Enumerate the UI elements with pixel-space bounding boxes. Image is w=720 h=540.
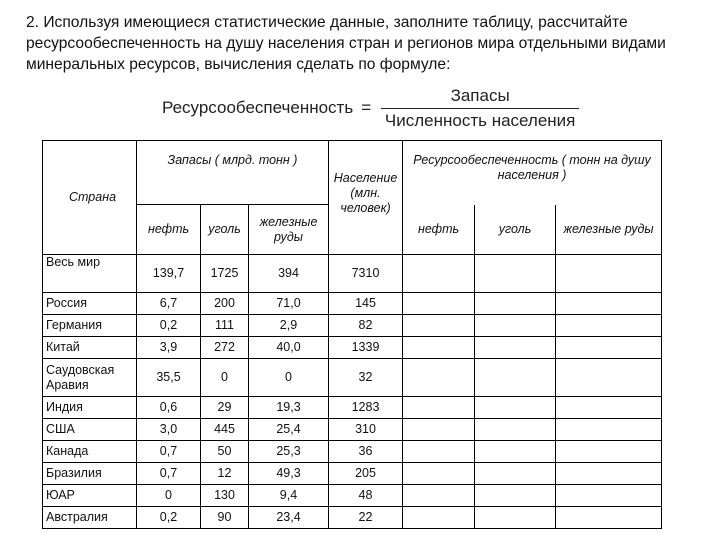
iron-provision-cell[interactable] [556,337,662,359]
coal-provision-cell[interactable] [475,315,556,337]
header-population: Население (млн. человек) [329,141,403,255]
country-cell: Китай [43,337,137,359]
coal-reserve-cell: 29 [201,397,249,419]
table-row [43,255,662,293]
iron-reserve-cell: 394 [249,255,329,293]
coal-provision-cell[interactable] [475,293,556,315]
header-provision: Ресурсообеспеченность ( тонн на душу населения ) [403,141,662,205]
iron-reserve-cell: 19,3 [249,397,329,419]
table-row [43,485,662,507]
coal-reserve-cell: 111 [201,315,249,337]
header-oil-provision: нефть [403,205,475,255]
iron-provision-cell[interactable] [556,463,662,485]
country-cell: Бразилия [43,463,137,485]
iron-provision-cell[interactable] [556,419,662,441]
coal-reserve-cell: 1725 [201,255,249,293]
iron-reserve-cell: 25,4 [249,419,329,441]
oil-provision-cell[interactable] [403,419,475,441]
table-row [43,419,662,441]
iron-reserve-cell: 0 [249,359,329,397]
population-cell: 36 [329,441,403,463]
formula-denominator: Численность населения [384,110,576,130]
population-cell: 1339 [329,337,403,359]
formula-fraction [381,86,579,131]
country-cell: Саудовская Аравия [43,359,137,397]
coal-reserve-cell: 200 [201,293,249,315]
coal-provision-cell[interactable] [475,419,556,441]
oil-reserve-cell: 0,7 [137,441,201,463]
oil-reserve-cell: 3,0 [137,419,201,441]
table-row [43,315,662,337]
table-row [43,397,662,419]
table-row [43,293,662,315]
oil-reserve-cell: 0,6 [137,397,201,419]
iron-reserve-cell: 25,3 [249,441,329,463]
header-oil: нефть [137,205,201,255]
oil-provision-cell[interactable] [403,463,475,485]
oil-reserve-cell: 0,2 [137,507,201,529]
country-cell: Австралия [43,507,137,529]
country-cell: Индия [43,397,137,419]
country-cell: США [43,419,137,441]
iron-reserve-cell: 23,4 [249,507,329,529]
iron-provision-cell[interactable] [556,359,662,397]
iron-reserve-cell: 49,3 [249,463,329,485]
oil-provision-cell[interactable] [403,485,475,507]
table-row [43,359,662,397]
table-row [43,441,662,463]
table-row [43,507,662,529]
coal-provision-cell[interactable] [475,485,556,507]
oil-provision-cell[interactable] [403,315,475,337]
population-cell: 48 [329,485,403,507]
population-cell: 7310 [329,255,403,293]
population-cell: 22 [329,507,403,529]
country-cell: Канада [43,441,137,463]
coal-reserve-cell: 0 [201,359,249,397]
country-cell: Весь мир [43,255,137,293]
task-text: 2. Используя имеющиеся статистические данные, заполните таблицу, рассчитайте ресурсообеспеченность на душу населения стран и регионов мира отдельными видами минеральных ресурсов, вычисления сделать по формуле: [26,14,666,73]
oil-reserve-cell: 0 [137,485,201,507]
coal-provision-cell[interactable] [475,463,556,485]
iron-reserve-cell: 9,4 [249,485,329,507]
country-cell: Россия [43,293,137,315]
iron-provision-cell[interactable] [556,293,662,315]
formula-equals: = [361,98,372,117]
table-row [43,463,662,485]
coal-reserve-cell: 272 [201,337,249,359]
population-cell: 205 [329,463,403,485]
country-cell: Германия [43,315,137,337]
oil-provision-cell[interactable] [403,507,475,529]
coal-provision-cell[interactable] [475,255,556,293]
country-cell: ЮАР [43,485,137,507]
coal-provision-cell[interactable] [475,441,556,463]
formula-numerator: Запасы [450,85,510,105]
oil-provision-cell[interactable] [403,293,475,315]
population-cell: 82 [329,315,403,337]
coal-provision-cell[interactable] [475,359,556,397]
coal-reserve-cell: 130 [201,485,249,507]
population-cell: 310 [329,419,403,441]
header-coal-provision: уголь [475,205,556,255]
coal-provision-cell[interactable] [475,397,556,419]
oil-reserve-cell: 35,5 [137,359,201,397]
population-cell: 1283 [329,397,403,419]
coal-provision-cell[interactable] [475,507,556,529]
oil-provision-cell[interactable] [403,441,475,463]
header-iron-provision: железные руды [556,205,662,255]
oil-provision-cell[interactable] [403,359,475,397]
oil-reserve-cell: 139,7 [137,255,201,293]
header-iron: железные руды [249,205,329,255]
iron-reserve-cell: 2,9 [249,315,329,337]
oil-reserve-cell: 0,2 [137,315,201,337]
iron-provision-cell[interactable] [556,315,662,337]
formula [162,86,579,130]
formula-lhs: Ресурсообеспеченность [162,98,354,117]
oil-provision-cell[interactable] [403,397,475,419]
iron-reserve-cell: 40,0 [249,337,329,359]
iron-provision-cell[interactable] [556,397,662,419]
iron-provision-cell[interactable] [556,485,662,507]
oil-reserve-cell: 3,9 [137,337,201,359]
coal-reserve-cell: 90 [201,507,249,529]
oil-reserve-cell: 6,7 [137,293,201,315]
oil-provision-cell[interactable] [403,255,475,293]
coal-reserve-cell: 445 [201,419,249,441]
population-cell: 145 [329,293,403,315]
iron-provision-cell[interactable] [556,441,662,463]
resource-table [42,140,662,529]
coal-provision-cell[interactable] [475,337,556,359]
oil-reserve-cell: 0,7 [137,463,201,485]
header-country: Страна [43,141,137,255]
iron-provision-cell[interactable] [556,255,662,293]
header-reserves: Запасы ( млрд. тонн ) [137,141,329,205]
header-coal: уголь [201,205,249,255]
coal-reserve-cell: 12 [201,463,249,485]
iron-reserve-cell: 71,0 [249,293,329,315]
table-row [43,337,662,359]
oil-provision-cell[interactable] [403,337,475,359]
population-cell: 32 [329,359,403,397]
iron-provision-cell[interactable] [556,507,662,529]
coal-reserve-cell: 50 [201,441,249,463]
